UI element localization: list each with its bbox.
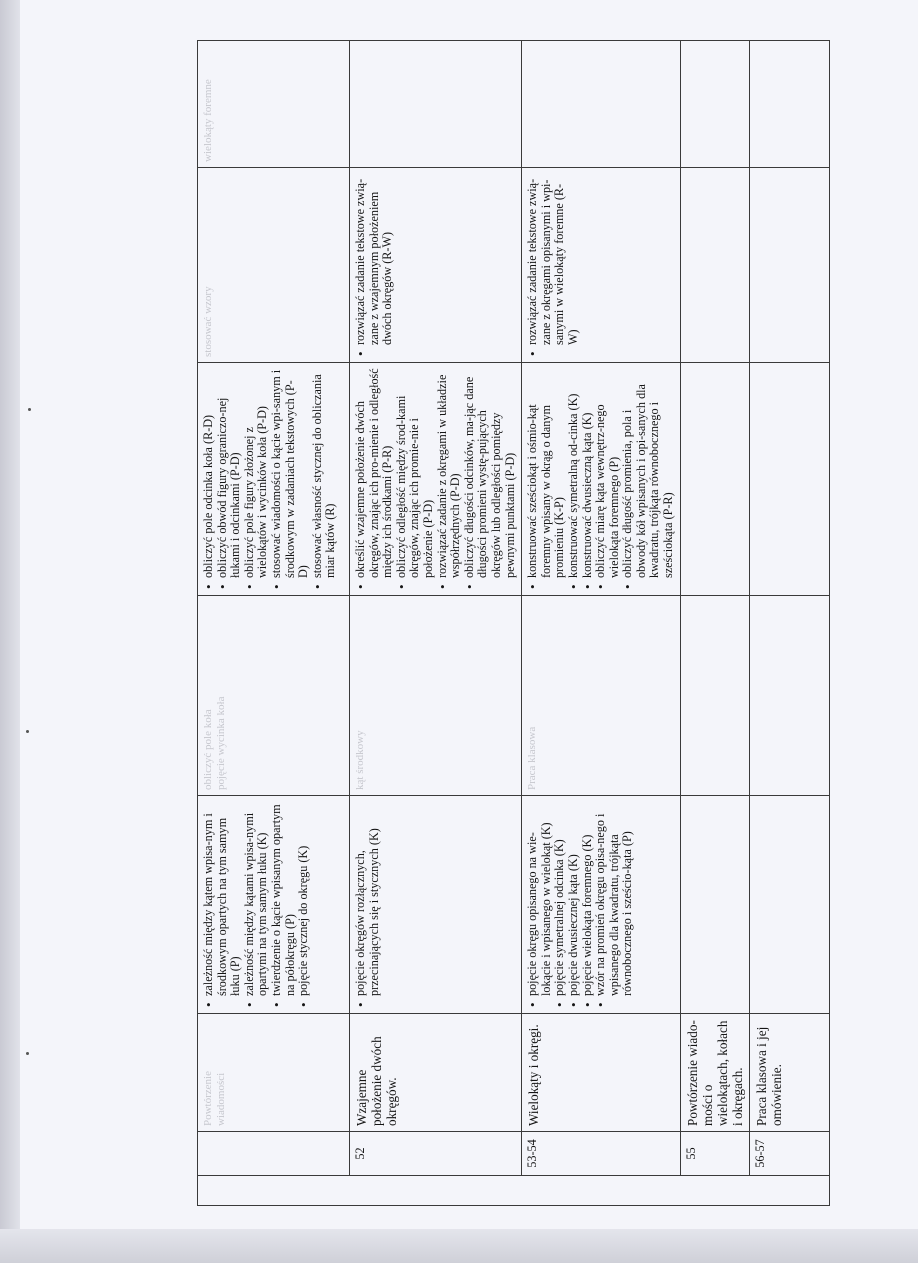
empty-margin-cell	[198, 1176, 830, 1206]
list-item: • konstruować dwusieczną kąta (K)	[581, 368, 595, 590]
knowledge-cell	[350, 796, 522, 1014]
lesson-number: 56-57	[749, 1132, 829, 1176]
topic-cell: Powtórzenie wiado-mości o wielokątach, kołach i okręgach.	[680, 1014, 749, 1132]
knowledge-cell	[522, 796, 681, 1014]
bleed-text: obliczyć pole koła	[202, 709, 214, 790]
bleed-text: Powtórzenie wiadomości	[202, 1071, 227, 1126]
topic-cell	[198, 1014, 350, 1132]
punch-mark	[28, 408, 31, 411]
list-item: • pojęcie symetralnej odcinka (K)	[553, 801, 567, 1008]
list-item: • obliczyć długość promienia, pola i obwody kół wpisanych i opi-sanych dla kwadratu, trójkąta równobocznego i sześciokąta (P-R)	[621, 368, 675, 590]
bleed-cell	[198, 596, 350, 796]
skills-cell	[198, 363, 350, 596]
list-item: • pojęcie dwusiecznej kąta (K)	[567, 801, 581, 1008]
empty-cell	[680, 168, 749, 363]
list-item: • obliczyć długości odcinków, ma-jąc dane długości promieni wystę-pujących okręgów lub odległości pomiędzy pewnymi punktami (P-D)	[463, 368, 517, 590]
list-item: • stosować wiadomości o kącie wpi-sanym i środkowym w zadaniach tekstowych (P-D)	[270, 368, 311, 590]
table-row	[522, 41, 681, 1206]
extended-skills-cell	[522, 168, 681, 363]
topic-cell: Wzajemne położenie dwóch okręgów.	[350, 1014, 522, 1132]
table-row-previous	[198, 41, 350, 1206]
knowledge-cell	[198, 796, 350, 1014]
lesson-plan-table	[197, 40, 830, 1206]
bleed-cell	[350, 41, 522, 168]
empty-cell	[680, 596, 749, 796]
list-item: • wzór na promień okręgu opisa-nego i wpisanego dla kwadratu, trójkąta równobocznego i sześcio-kąta (P)	[594, 801, 635, 1008]
empty-cell	[749, 363, 829, 596]
bleed-text: Praca klasowa	[526, 726, 539, 790]
bleed-cell	[522, 41, 681, 168]
lesson-number: 55	[680, 1132, 749, 1176]
empty-cell	[680, 41, 749, 168]
bleed-cell	[198, 168, 350, 363]
empty-cell	[680, 796, 749, 1014]
lesson-number	[198, 1132, 350, 1176]
list-item: • konstruować symetralną od-cinka (K)	[567, 368, 581, 590]
list-item: • zależność między kątami wpisa-nymi opartymi na tym samym łuku (K)	[243, 801, 270, 1008]
bleed-text: wielokąty foremne	[202, 79, 214, 162]
list-item: • określić wzajemne położenie dwóch okręgów, znając ich pro-mienie i odległość między ich środkami (P-R)	[354, 368, 395, 590]
list-item: • rozwiązać zadanie z okręgami w układzie współrzędnych (P-D)	[436, 368, 463, 590]
bleed-text: pojęcie wycinka koła	[215, 696, 227, 790]
empty-cell	[680, 363, 749, 596]
empty-cell	[749, 41, 829, 168]
bleed-cell	[522, 596, 681, 796]
list-item: • stosować własność stycznej do obliczania miar kątów (R)	[311, 368, 338, 590]
bleed-text: kąt środkowy	[354, 730, 366, 790]
extended-skills-cell	[350, 168, 522, 363]
topic-cell: Praca klasowa i jej omówienie.	[749, 1014, 829, 1132]
skills-cell	[522, 363, 681, 596]
list-item: • twierdzenie o kącie wpisanym opartym na półokręgu (P)	[270, 801, 297, 1008]
list-item: • konstruować sześciokąt i ośmio-kąt foremny wpisany w okrąg o danym promieniu (K-P)	[526, 368, 567, 590]
list-item: • obliczyć miarę kąta wewnętrz-nego wielokąta foremnego (P)	[594, 368, 621, 590]
list-item: • pojęcie okręgu opisanego na wie-lokącie i wpisanego w wielokąt (K)	[526, 801, 553, 1008]
list-item: • zależność między kątem wpisa-nym i środkowym opartych na tym samym łuku (P)	[202, 801, 243, 1008]
scanner-edge	[0, 1229, 918, 1263]
bleed-text: stosować wzory	[202, 286, 214, 357]
list-item: • obliczyć odległość między środ-kami okręgów, znając ich promie-nie i położenie (P-D)	[395, 368, 436, 590]
punch-mark	[26, 730, 29, 733]
empty-cell	[749, 796, 829, 1014]
table-row	[749, 41, 829, 1206]
lesson-number: 53-54	[522, 1132, 681, 1176]
skills-cell	[350, 363, 522, 596]
topic-cell: Wielokąty i okręgi.	[522, 1014, 681, 1132]
rotated-lesson-plan	[197, 41, 797, 1206]
bleed-cell	[350, 596, 522, 796]
bleed-cell	[198, 41, 350, 168]
empty-cell	[749, 596, 829, 796]
list-item: • rozwiązać zadanie tekstowe zwią-zane z wzajemnym położeniem dwóch okręgów (R-W)	[354, 173, 395, 357]
table-row	[680, 41, 749, 1206]
list-item: • pojęcie wielokąta foremnego (K)	[581, 801, 595, 1008]
lesson-number: 52	[350, 1132, 522, 1176]
list-item: • obliczyć pole odcinka koła (R-D)	[202, 368, 216, 590]
list-item: • rozwiązać zadanie tekstowe zwią-zane z okręgami opisanymi i wpi-sanymi w wielokąty foremne (R-W)	[526, 173, 580, 357]
list-item: • obliczyć pole figury złożonej z wielokątów i wycinków koła (P-D)	[243, 368, 270, 590]
table-row	[350, 41, 522, 1206]
list-item: • pojęcie okręgów rozłącznych, przecinających się i stycznych (K)	[354, 801, 381, 1008]
empty-cell	[749, 168, 829, 363]
list-item: • pojęcie stycznej do okręgu (K)	[297, 801, 311, 1008]
punch-mark	[26, 1052, 29, 1055]
list-item: • obliczyć obwód figury ograniczo-nej łukami i odcinkami (P-D)	[216, 368, 243, 590]
